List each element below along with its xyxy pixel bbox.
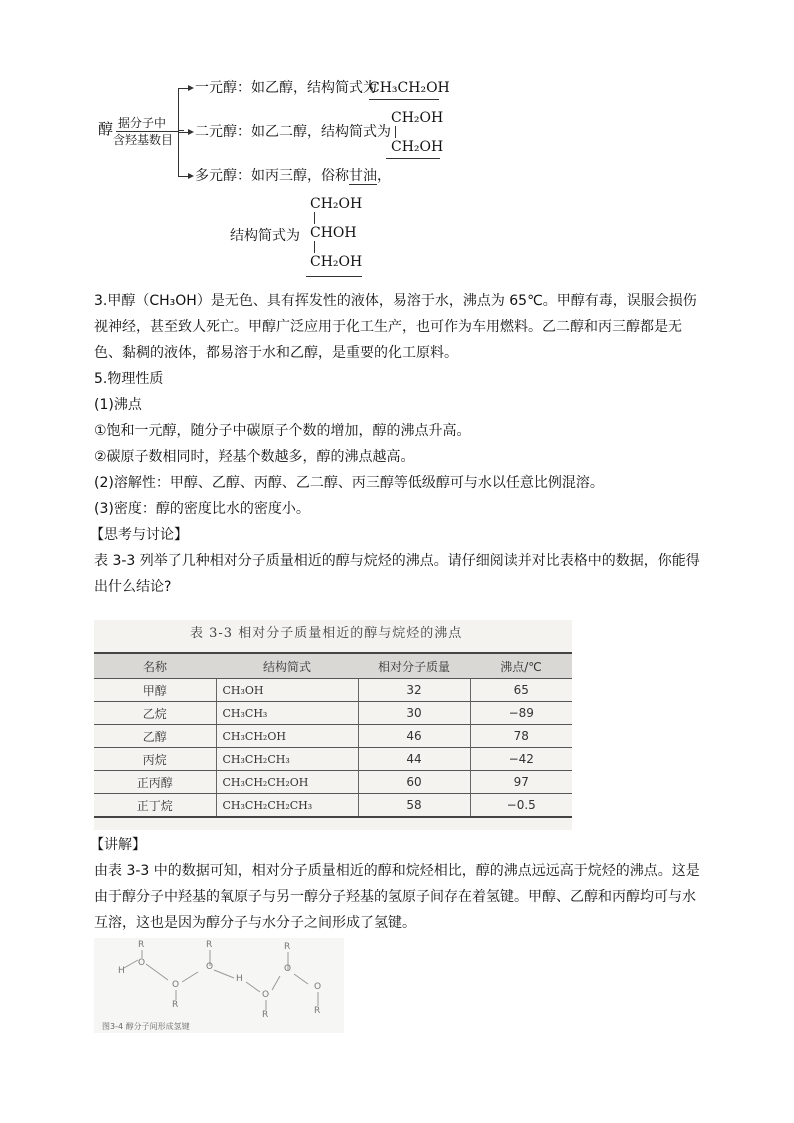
hydrogen-bond-diagram [94,938,344,1018]
table-row: 正丙醇 CH₃CH₂CH₂OH 60 97 [94,771,572,794]
atom-r: R [172,1000,179,1010]
ethanol-formula: CH₃CH₂OH [369,77,439,100]
density-text: (3)密度：醇的密度比水的密度小。 [94,501,310,517]
atom-r: R [138,940,145,950]
physical-properties-title: 5.物理性质 [94,371,164,387]
table-header-cell: 沸点/℃ [470,653,572,679]
glycerol-formula-1: CH₂OH [310,196,363,212]
glycol-formula-bottom: CH₂OH [391,139,444,155]
glycerol-formula-3: CH₂OH [310,254,363,270]
glycol-formula-top: CH₂OH [391,110,444,126]
glycerol-formula-2: CHOH [310,225,357,241]
hydrogen-bond-figure [94,938,344,1033]
tree-criterion-bottom: 含羟基数目 [113,133,174,147]
table-caption: 表 3-3 相对分子质量相近的醇与烷烃的沸点 [190,626,463,641]
di-alcohol-label: 二元醇：如乙二醇，结构简式为 [195,124,391,140]
table-row: 甲醇 CH₃OH 32 65 [94,679,572,702]
think-discuss-title: 【思考与讨论】 [90,527,188,543]
table-header-row [94,653,572,679]
atom-h: H [236,974,243,984]
glycerin-common-name: 甘油 [349,168,377,184]
explanation-body: 由表 3-3 中的数据可知，相对分子质量相近的醇和烷烃相比，醇的沸点远远高于烷烃的沸点。这是由于醇分子中羟基的氧原子与另一醇分子羟基的氢原子间存在着氢键。甲醇、乙醇和丙醇均可与水互溶，这也是因为醇分子与水分子之间形成了氢键。 [94,863,700,931]
arrow-icon [188,129,194,135]
atom-r: R [314,1006,321,1016]
table-header-cell: 结构简式 [216,653,358,679]
criterion-divider [116,131,178,132]
explanation-title: 【讲解】 [90,837,146,853]
tree-criterion-top: 据分子中 [118,116,167,130]
mono-alcohol-label: 一元醇：如乙醇，结构简式为 [195,80,377,96]
atom-o: O [262,990,270,1000]
atom-o: O [172,980,180,990]
hydrogen-bond-caption: 图3-4 醇分子间形成氢键 [102,1022,190,1031]
boiling-point-table [94,652,572,818]
atom-h: H [118,966,125,976]
atom-o: O [206,962,214,972]
boiling-point-rule-2: ②碳原子数相同时，羟基个数越多，醇的沸点越高。 [94,449,415,465]
boiling-point-rule-1: ①饱和一元醇，随分子中碳原子个数的增加，醇的沸点升高。 [94,423,471,439]
think-discuss-body: 表 3-3 列举了几种相对分子质量相近的醇与烷烃的沸点。请仔细阅读并对比表格中的数据，你能得出什么结论? [94,553,700,595]
arrow-icon [188,173,194,179]
glycerol-structure-label: 结构简式为 [230,228,300,244]
boiling-point-table-figure [94,620,572,830]
table-row: 乙醇 CH₃CH₂OH 46 78 [94,725,572,748]
atom-r: R [206,940,213,950]
tri-alcohol-label: 多元醇：如丙三醇，俗称甘油， [195,168,391,184]
table-row: 乙烷 CH₃CH₃ 30 −89 [94,702,572,725]
solubility-text: (2)溶解性：甲醇、乙醇、丙醇、乙二醇、丙三醇等低级醇可与水以任意比例混溶。 [94,475,604,491]
atom-r: R [284,942,291,952]
atom-o: O [138,958,146,968]
table-row: 丙烷 CH₃CH₂CH₃ 44 −42 [94,748,572,771]
atom-o: O [314,982,322,992]
methanol-paragraph: 3.甲醇（CH₃OH）是无色、具有挥发性的液体，易溶于水，沸点为 65℃。甲醇有毒，误服会损伤视神经，甚至致人死亡。甲醇广泛应用于化工生产，也可作为车用燃料。乙二醇和丙三醇都是无色、黏稠的液体，都易溶于水和乙醇，是重要的化工原料。 [94,293,697,361]
arrow-icon [188,85,194,91]
tree-root-label: 醇 [98,120,114,138]
table-header-cell: 相对分子质量 [358,653,470,679]
boiling-point-title: (1)沸点 [94,397,142,413]
atom-r: R [262,1010,269,1020]
table-header-cell: 名称 [94,653,216,679]
table-row: 正丁烷 CH₃CH₂CH₂CH₃ 58 −0.5 [94,794,572,818]
atom-o: O [284,964,292,974]
